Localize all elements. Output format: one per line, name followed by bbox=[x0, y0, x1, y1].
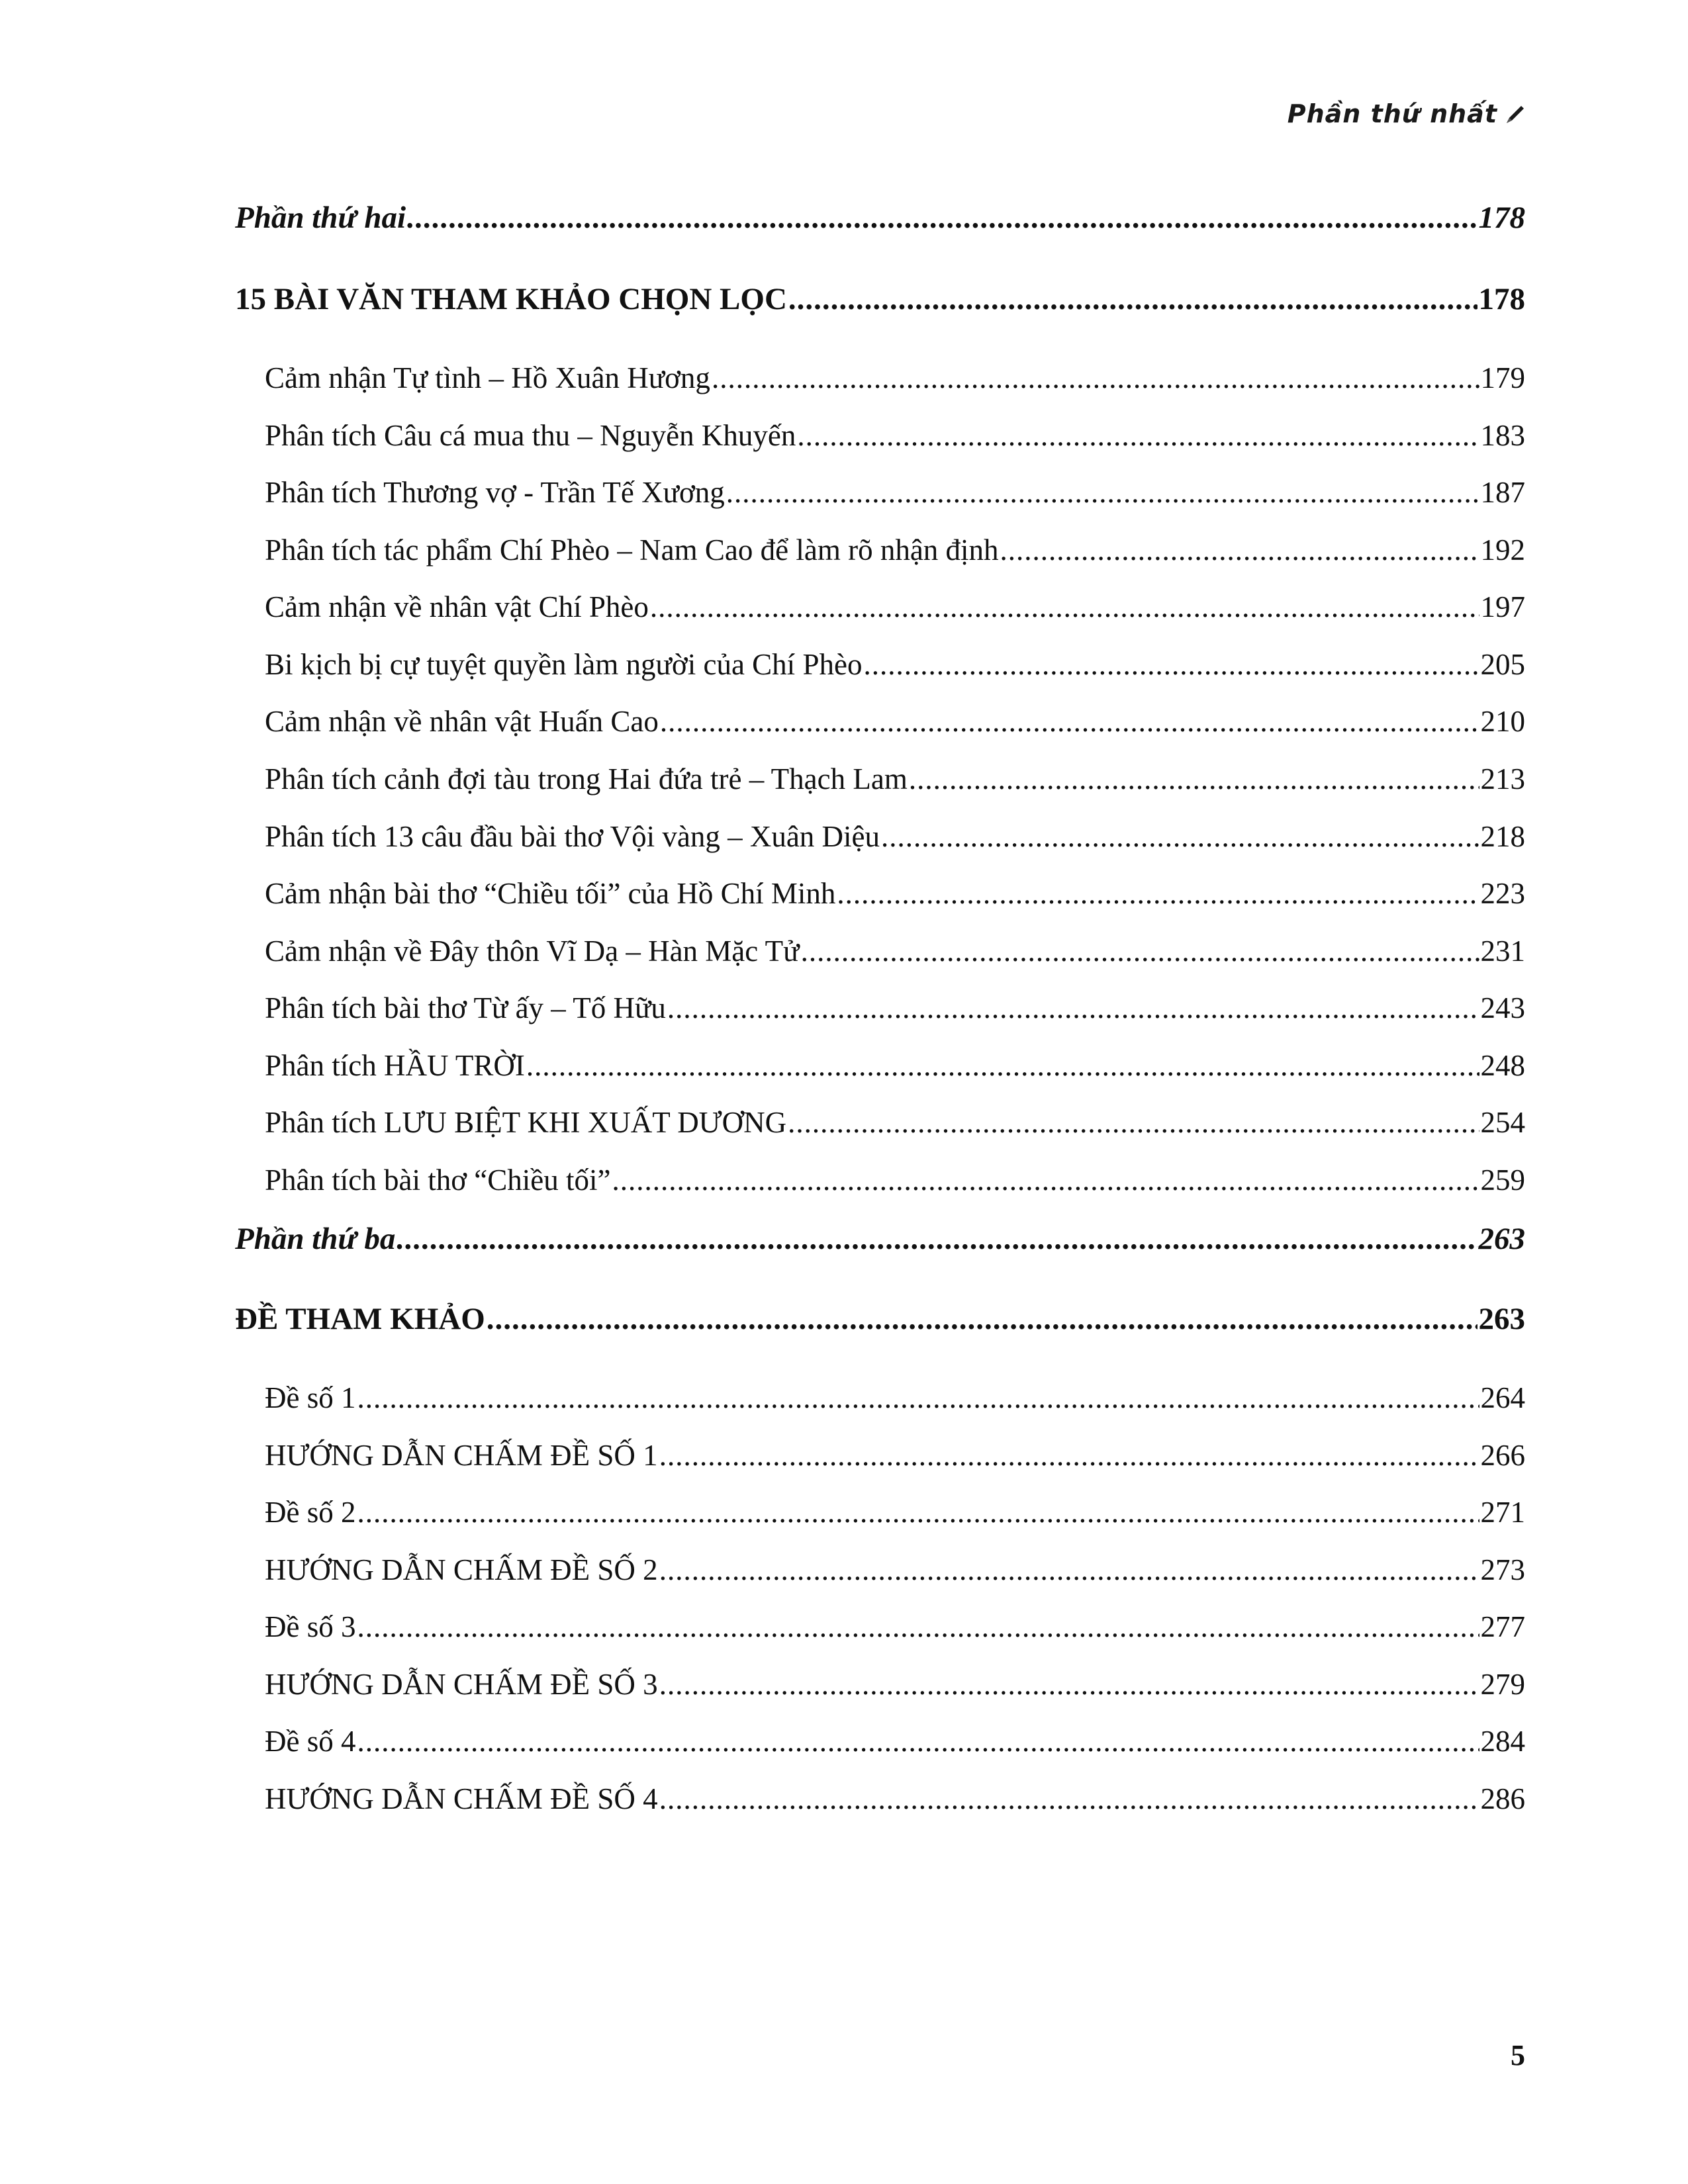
toc-entry[interactable] bbox=[265, 1163, 1525, 1197]
toc-entry-title: HƯỚNG DẪN CHẤM ĐỀ SỐ 2 bbox=[265, 1553, 658, 1586]
toc-entry[interactable] bbox=[265, 991, 1525, 1025]
toc-entry-title: Cảm nhận về nhân vật Huấn Cao bbox=[265, 705, 659, 738]
toc-dot-leader bbox=[357, 1495, 1479, 1529]
toc-dot-leader bbox=[788, 1105, 1479, 1140]
toc-entry-page: 213 bbox=[1480, 762, 1525, 796]
toc-entry[interactable] bbox=[265, 1438, 1525, 1473]
toc-dot-leader bbox=[612, 1163, 1479, 1197]
toc-part-heading[interactable] bbox=[235, 1221, 1525, 1257]
toc-entry-title: Phân tích 13 câu đầu bài thơ Vội vàng – Xuân Diệu bbox=[265, 820, 880, 853]
toc-entry-title: Phân tích bài thơ “Chiều tối” bbox=[265, 1163, 611, 1197]
toc-dot-leader bbox=[659, 1782, 1479, 1816]
toc-entry-title: Phân tích tác phẩm Chí Phèo – Nam Cao để làm rõ nhận định bbox=[265, 533, 999, 567]
toc-entry[interactable] bbox=[265, 819, 1525, 854]
toc-dot-leader bbox=[487, 1301, 1477, 1337]
toc-entry[interactable] bbox=[265, 704, 1525, 739]
toc-dot-leader bbox=[407, 200, 1477, 236]
toc-entry-page: 266 bbox=[1480, 1439, 1525, 1472]
toc-entry-title: Phân tích Câu cá mua thu – Nguyễn Khuyến bbox=[265, 419, 796, 452]
toc-dot-leader bbox=[397, 1221, 1477, 1257]
toc-entry[interactable] bbox=[265, 762, 1525, 796]
toc-entry[interactable] bbox=[265, 1553, 1525, 1587]
toc-entry-page: 279 bbox=[1480, 1668, 1525, 1701]
toc-entry-page: 231 bbox=[1480, 934, 1525, 968]
toc-dot-leader bbox=[1000, 533, 1479, 567]
toc-entry-title: Cảm nhận Tự tình – Hồ Xuân Hương bbox=[265, 361, 710, 394]
toc-entry-title: Đề số 3 bbox=[265, 1610, 356, 1643]
toc-entry-title: Đề số 4 bbox=[265, 1725, 356, 1758]
toc-entry-page: 243 bbox=[1480, 991, 1525, 1024]
toc-entry[interactable] bbox=[265, 475, 1525, 510]
toc-dot-leader bbox=[357, 1381, 1479, 1415]
toc-entry-page: 277 bbox=[1480, 1610, 1525, 1643]
toc-entry-title: Bi kịch bị cự tuyệt quyền làm người của Chí Phèo bbox=[265, 648, 863, 681]
toc-dot-leader bbox=[863, 647, 1479, 682]
toc-entry[interactable] bbox=[265, 418, 1525, 453]
toc-section-heading[interactable] bbox=[235, 281, 1525, 317]
toc-dot-leader bbox=[801, 934, 1479, 968]
toc-entry-page: 192 bbox=[1480, 533, 1525, 567]
toc-entry-title: HƯỚNG DẪN CHẤM ĐỀ SỐ 3 bbox=[265, 1668, 658, 1701]
toc-entry-page: 259 bbox=[1480, 1163, 1525, 1197]
toc-entry-title: Phân tích HẦU TRỜI bbox=[265, 1049, 525, 1082]
page-number: 5 bbox=[1511, 2039, 1525, 2071]
toc-entry-page: 178 bbox=[1478, 201, 1525, 235]
toc-dot-leader bbox=[659, 1667, 1479, 1702]
toc-entry-page: 183 bbox=[1480, 419, 1525, 452]
toc-entry[interactable] bbox=[265, 1782, 1525, 1816]
toc-entry-page: 187 bbox=[1480, 476, 1525, 509]
toc-entry-title: HƯỚNG DẪN CHẤM ĐỀ SỐ 4 bbox=[265, 1782, 658, 1815]
toc-entry-page: 197 bbox=[1480, 590, 1525, 623]
toc-entry-title: Đề số 1 bbox=[265, 1381, 356, 1414]
toc-dot-leader bbox=[712, 361, 1479, 395]
toc-entry-page: 179 bbox=[1480, 361, 1525, 394]
toc-section-heading[interactable] bbox=[235, 1301, 1525, 1337]
toc-entry[interactable] bbox=[265, 876, 1525, 911]
toc-dot-leader bbox=[726, 475, 1479, 510]
toc-dot-leader bbox=[788, 281, 1477, 317]
toc-entry[interactable] bbox=[265, 1381, 1525, 1415]
toc-entry-page: 263 bbox=[1478, 1222, 1525, 1256]
toc-entry[interactable] bbox=[265, 361, 1525, 395]
toc-dot-leader bbox=[909, 762, 1479, 796]
toc-entry[interactable] bbox=[265, 1105, 1525, 1140]
toc-entry-page: 271 bbox=[1480, 1496, 1525, 1529]
toc-dot-leader bbox=[659, 1553, 1479, 1587]
toc-entry[interactable] bbox=[265, 1495, 1525, 1529]
toc-dot-leader bbox=[837, 876, 1479, 911]
toc-entry-title: Phần thứ hai bbox=[235, 201, 406, 235]
toc-entry-page: 284 bbox=[1480, 1725, 1525, 1758]
toc-entry[interactable] bbox=[265, 1048, 1525, 1083]
toc-entry-page: 218 bbox=[1480, 820, 1525, 853]
toc-entry-page: 264 bbox=[1480, 1381, 1525, 1414]
toc-entry-page: 223 bbox=[1480, 877, 1525, 910]
toc-entry-title: 15 BÀI VĂN THAM KHẢO CHỌN LỌC bbox=[235, 282, 787, 316]
toc-entry[interactable] bbox=[265, 533, 1525, 567]
toc-entry-title: Phần thứ ba bbox=[235, 1222, 396, 1256]
toc-dot-leader bbox=[526, 1048, 1479, 1083]
toc-part-heading[interactable] bbox=[235, 200, 1525, 236]
toc-entry[interactable] bbox=[265, 1610, 1525, 1644]
toc-dot-leader bbox=[357, 1724, 1479, 1758]
toc-entry-page: 273 bbox=[1480, 1553, 1525, 1586]
toc-entry-page: 254 bbox=[1480, 1106, 1525, 1139]
toc-dot-leader bbox=[660, 704, 1479, 739]
toc-entry[interactable] bbox=[265, 934, 1525, 968]
toc-dot-leader bbox=[881, 819, 1479, 854]
toc-entry-title: HƯỚNG DẪN CHẤM ĐỀ SỐ 1 bbox=[265, 1439, 658, 1472]
toc-entry-title: Cảm nhận về nhân vật Chí Phèo bbox=[265, 590, 649, 623]
running-header-title: Phần thứ nhất bbox=[1287, 99, 1497, 128]
toc-entry-title: Phân tích bài thơ Từ ấy – Tố Hữu bbox=[265, 991, 666, 1024]
toc-entry-title: Cảm nhận về Đây thôn Vĩ Dạ – Hàn Mặc Tử bbox=[265, 934, 800, 968]
toc-entry-page: 205 bbox=[1480, 648, 1525, 681]
toc-entry-title: Phân tích Thương vợ - Trần Tế Xương bbox=[265, 476, 725, 509]
toc-entry-title: Đề số 2 bbox=[265, 1496, 356, 1529]
toc-dot-leader bbox=[667, 991, 1479, 1025]
toc-entry[interactable] bbox=[265, 647, 1525, 682]
toc-entry-title: Cảm nhận bài thơ “Chiều tối” của Hồ Chí Minh bbox=[265, 877, 836, 910]
toc-dot-leader bbox=[650, 590, 1479, 624]
toc-entry-page: 263 bbox=[1478, 1302, 1525, 1336]
toc-entry-title: ĐỀ THAM KHẢO bbox=[235, 1302, 485, 1336]
toc-dot-leader bbox=[357, 1610, 1479, 1644]
toc-entry-page: 210 bbox=[1480, 705, 1525, 738]
toc-entry-page: 178 bbox=[1478, 282, 1525, 316]
toc-entry[interactable] bbox=[265, 590, 1525, 624]
toc-entry-title: Phân tích cảnh đợi tàu trong Hai đứa trẻ – Thạch Lam bbox=[265, 762, 908, 796]
toc-entry-page: 286 bbox=[1480, 1782, 1525, 1815]
toc-entry-title: Phân tích LƯU BIỆT KHI XUẤT DƯƠNG bbox=[265, 1106, 787, 1139]
toc-dot-leader bbox=[659, 1438, 1479, 1473]
toc-dot-leader bbox=[797, 418, 1479, 453]
toc-entry[interactable] bbox=[265, 1724, 1525, 1758]
toc-entry-page: 248 bbox=[1480, 1049, 1525, 1082]
toc-entry[interactable] bbox=[265, 1667, 1525, 1702]
